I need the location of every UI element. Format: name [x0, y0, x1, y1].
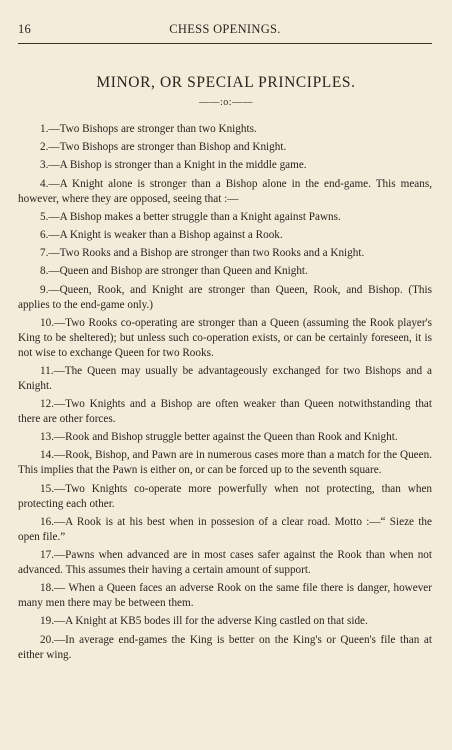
principle-8: 8.—Queen and Bishop are stronger than Queen and Knight. — [40, 265, 308, 278]
section-title: MINOR, OR SPECIAL PRINCIPLES. — [96, 74, 356, 91]
principle-15: 15.—Two Knights co-operate more powerfully when not protecting, than when protecting each other. — [18, 482, 432, 510]
principle-19: 19.—A Knight at KB5 bodes ill for the adverse King castled on that side. — [40, 615, 368, 628]
section-ornament: ——:o:—— — [198, 97, 254, 108]
principle-17: 17.—Pawns when advanced are in most cases safer against the Rook than when not advanced. This assumes their having a certain amount of support. — [18, 549, 432, 576]
running-head — [18, 22, 432, 38]
principle-7: 7.—Two Rooks and a Bishop are stronger than two Rooks and a Knight. — [40, 247, 365, 260]
header-rule — [18, 43, 432, 44]
principle-3: 3.—A Bishop is stronger than a Knight in the middle game. — [40, 159, 307, 172]
page-number: 16 — [18, 22, 32, 36]
principle-11: 11.—The Queen may usually be advantageously exchanged for two Bishops and a Knight. — [18, 364, 432, 392]
principle-12: 12.—Two Knights and a Bishop are often weaker than Queen notwithstanding that there are other forces. — [18, 398, 432, 426]
principle-4: 4.—A Knight alone is stronger than a Bishop alone in the end-game. This means, however, where they are opposed, seeing that :— — [18, 177, 432, 205]
principle-20: 20.—In average end-games the King is better on the King's or Queen's file than at either wing. — [18, 633, 432, 661]
principle-2: 2.—Two Bishops are stronger than Bishop and Knight. — [40, 141, 287, 154]
principle-16: 16.—A Rook is at his best when in possesion of a clear road. Motto :—“ Sieze the open file.” — [18, 515, 432, 543]
principle-18: 18.— When a Queen faces an adverse Rook on the same file there is danger, however many men there may be between them. — [18, 582, 432, 610]
principle-9: 9.—Queen, Rook, and Knight are stronger than Queen, Rook, and Bishop. (This applies to the end-game only.) — [18, 283, 432, 311]
principle-6: 6.—A Knight is weaker than a Bishop against a Rook. — [40, 228, 283, 241]
principle-10: 10.—Two Rooks co-operating are stronger than a Queen (assuming the Rook player's King to be sheltered); but unless such co-operation exists, or can be certainly foreseen, it is not wise to exchange Queen for two Rooks. — [18, 316, 432, 359]
principle-5: 5.—A Bishop makes a better struggle than a Knight against Pawns. — [40, 210, 341, 223]
principle-1: 1.—Two Bishops are stronger than two Knights. — [40, 123, 257, 135]
principle-14: 14.—Rook, Bishop, and Pawn are in numerous cases more than a match for the Queen. This implies that the Pawn is either on, or can be forced up to the seventh square. — [18, 449, 432, 477]
principle-13: 13.—Rook and Bishop struggle better against the Queen than Rook and Knight. — [40, 431, 398, 444]
running-title: CHESS OPENINGS. — [169, 22, 281, 36]
principles-list — [18, 122, 432, 666]
